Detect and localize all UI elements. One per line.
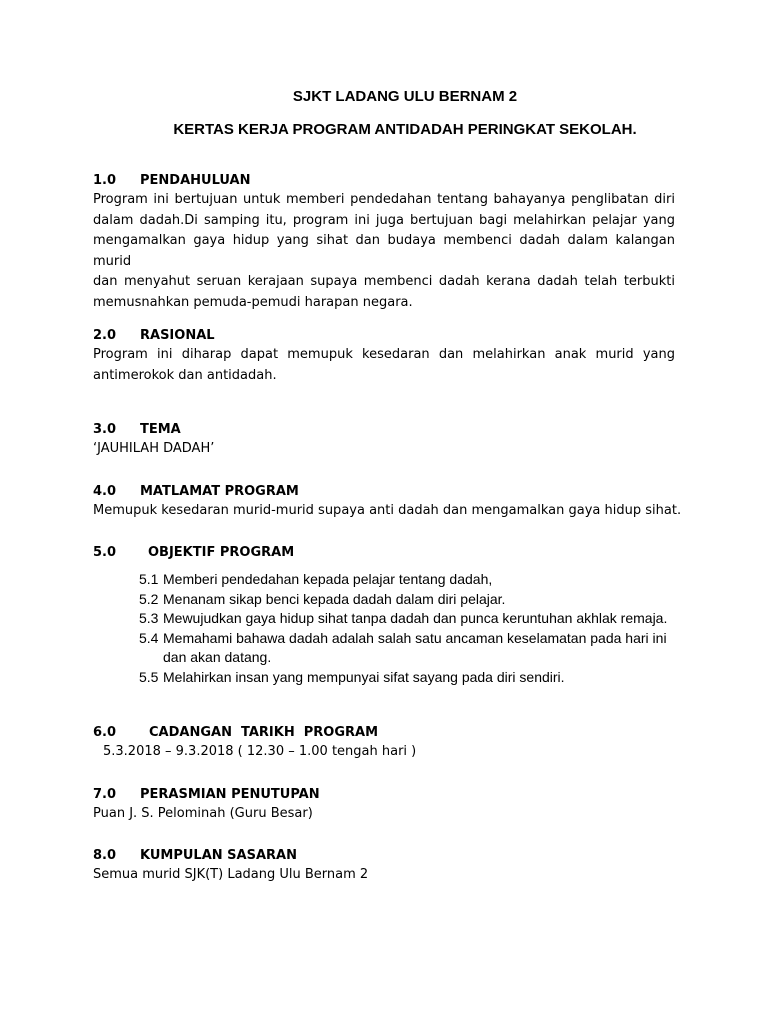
section-heading bbox=[93, 420, 675, 439]
section-heading bbox=[93, 482, 675, 501]
item-text-continuation: dan akan datang. bbox=[163, 649, 272, 665]
section-number: 6.0 bbox=[93, 725, 117, 740]
section-tarikh bbox=[93, 723, 675, 763]
objective-list bbox=[139, 570, 679, 687]
section-number: 5.0 bbox=[93, 545, 117, 560]
body-line: Program ini bertujuan untuk memberi pendedahan tentang bahayanya penglibatan diri bbox=[93, 192, 675, 207]
section-heading bbox=[93, 723, 675, 742]
section-title: MATLAMAT PROGRAM bbox=[140, 484, 299, 499]
item-text bbox=[163, 629, 679, 668]
section-number: 8.0 bbox=[93, 848, 117, 863]
item-text: Mewujudkan gaya hidup sihat tanpa dadah dan punca keruntuhan akhlak remaja. bbox=[163, 610, 668, 626]
section-matlamat bbox=[93, 482, 682, 522]
list-item bbox=[139, 629, 679, 668]
section-body: Semua murid SJK(T) Ladang Ulu Bernam 2 bbox=[93, 867, 369, 882]
item-number: 5.5 bbox=[139, 668, 159, 685]
section-body bbox=[93, 190, 675, 313]
body-line: memusnahkan pemuda-pemudi harapan negara. bbox=[93, 294, 413, 310]
body-line: antimerokok dan antidadah. bbox=[93, 367, 277, 383]
list-item bbox=[139, 590, 679, 610]
document-title: KERTAS KERJA PROGRAM ANTIDADAH PERINGKAT SEKOLAH. bbox=[173, 121, 637, 138]
section-number: 3.0 bbox=[93, 422, 117, 437]
section-perasmian bbox=[93, 785, 675, 825]
list-item bbox=[139, 570, 679, 590]
item-number: 5.1 bbox=[139, 571, 159, 587]
item-number: 5.4 bbox=[139, 629, 159, 646]
section-title: RASIONAL bbox=[140, 328, 215, 343]
section-title: TEMA bbox=[140, 422, 181, 437]
section-heading bbox=[93, 543, 675, 562]
section-heading bbox=[93, 171, 675, 190]
section-sasaran bbox=[93, 846, 675, 886]
section-number: 4.0 bbox=[93, 484, 117, 499]
list-item bbox=[139, 609, 679, 629]
section-body: ‘JAUHILAH DADAH’ bbox=[93, 441, 215, 456]
section-pendahuluan bbox=[93, 171, 675, 313]
section-title: PENDAHULUAN bbox=[140, 173, 251, 188]
section-objektif bbox=[93, 543, 675, 562]
section-title: KUMPULAN SASARAN bbox=[140, 848, 297, 863]
section-title: CADANGAN TARIKH PROGRAM bbox=[149, 725, 379, 740]
section-body: 5.3.2018 – 9.3.2018 ( 12.30 – 1.00 tengah hari ) bbox=[103, 744, 417, 759]
section-body: Memupuk kesedaran murid-murid supaya anti dadah dan mengamalkan gaya hidup sihat. bbox=[93, 503, 682, 518]
body-line: mengamalkan gaya hidup yang sihat dan budaya membenci dadah dalam kalangan murid bbox=[93, 233, 675, 269]
section-heading bbox=[93, 326, 675, 345]
item-text: Memberi pendedahan kepada pelajar tentang dadah, bbox=[163, 571, 493, 587]
section-body: Puan J. S. Pelominah (Guru Besar) bbox=[93, 806, 313, 821]
section-tema bbox=[93, 420, 675, 460]
item-text: Melahirkan insan yang mempunyai sifat sayang pada diri sendiri. bbox=[163, 668, 565, 685]
item-text-line: Memahami bahawa dadah adalah salah satu ancaman keselamatan pada hari ini bbox=[163, 629, 667, 646]
list-item bbox=[139, 668, 679, 688]
section-title: PERASMIAN PENUTUPAN bbox=[140, 787, 320, 802]
school-name: SJKT LADANG ULU BERNAM 2 bbox=[292, 88, 518, 105]
section-rasional bbox=[93, 326, 675, 386]
body-line: dan menyahut seruan kerajaan supaya membenci dadah kerana dadah telah terbukti bbox=[93, 274, 675, 289]
item-text: Menanam sikap benci kepada dadah dalam diri pelajar. bbox=[163, 590, 506, 607]
body-line: dalam dadah.Di samping itu, program ini juga bertujuan bagi melahirkan pelajar yang bbox=[93, 212, 675, 228]
item-number: 5.3 bbox=[139, 610, 159, 626]
section-heading bbox=[93, 785, 675, 804]
section-number: 2.0 bbox=[93, 328, 117, 343]
item-number: 5.2 bbox=[139, 590, 159, 607]
body-line: Program ini diharap dapat memupuk kesedaran dan melahirkan anak murid yang bbox=[93, 347, 675, 362]
section-number: 1.0 bbox=[93, 173, 117, 188]
section-heading bbox=[93, 846, 675, 865]
section-body bbox=[93, 345, 675, 386]
section-title: OBJEKTIF PROGRAM bbox=[148, 545, 295, 560]
section-number: 7.0 bbox=[93, 787, 117, 802]
